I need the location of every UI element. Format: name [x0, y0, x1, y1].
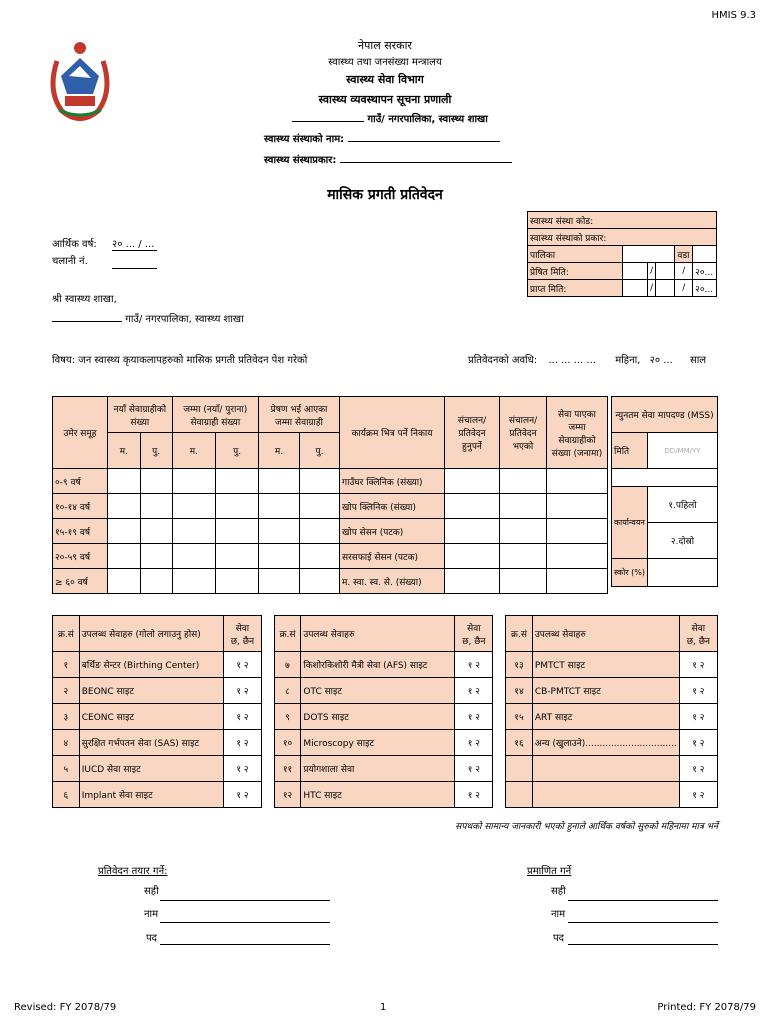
availability-choice[interactable]: १ २	[679, 704, 717, 730]
approved-by-label: प्रमाणित गर्ने	[527, 866, 572, 877]
data-cell[interactable]	[172, 569, 216, 594]
table-row	[53, 704, 718, 730]
data-cell[interactable]	[216, 494, 259, 519]
service-name: HTC साइट	[301, 782, 455, 808]
program-cell: खोप सेसन (पटक)	[340, 519, 445, 544]
sent-date-label: प्रेषित मिति:	[528, 263, 623, 280]
data-cell[interactable]	[140, 469, 172, 494]
services-table	[52, 615, 718, 808]
data-cell[interactable]	[547, 544, 608, 569]
data-cell[interactable]	[259, 494, 300, 519]
prepared-by-label: प्रतिवेदन तयार गर्ने:	[98, 866, 168, 877]
prepared-name-field[interactable]	[160, 922, 330, 923]
table-row	[53, 469, 608, 494]
data-cell[interactable]	[500, 544, 547, 569]
slash: /	[675, 263, 693, 280]
sign-label: सही	[551, 886, 566, 897]
sent-month[interactable]	[656, 263, 675, 280]
data-cell[interactable]	[172, 469, 216, 494]
facility-code-label: स्वास्थ्य संस्था कोड:	[528, 212, 717, 229]
service-number: ६	[53, 782, 80, 808]
service-number: २	[53, 678, 80, 704]
female-header: पु.	[299, 433, 339, 469]
post-label: पद	[146, 933, 157, 944]
slash: /	[648, 280, 656, 297]
service-name: Microscopy साइट	[301, 730, 455, 756]
header-line4: स्वास्थ्य व्यवस्थापन सूचना प्रणाली	[318, 93, 452, 106]
service-name	[532, 756, 679, 782]
service-number: १	[53, 652, 80, 678]
footer-printed: Printed: FY 2078/79	[657, 1002, 756, 1013]
program-cell: सरसफाई सेसन (पटक)	[340, 544, 445, 569]
service-name: किशोरकिशोरी मैत्री सेवा (AFS) साइट	[301, 652, 455, 678]
service-number: १५	[506, 704, 533, 730]
data-cell[interactable]	[299, 469, 339, 494]
data-cell[interactable]	[445, 544, 500, 569]
service-name: IUCD सेवा साइट	[79, 756, 223, 782]
services-footnote: सपथको सामान्य जानकारी भएको हुनाले आर्थिक वर्षको सुरुको महिनामा मात्र भर्ने	[455, 822, 718, 832]
data-cell[interactable]	[500, 469, 547, 494]
sn-header: क्र.सं	[274, 616, 301, 652]
data-cell[interactable]	[547, 519, 608, 544]
facility-type-field[interactable]	[340, 162, 512, 163]
data-cell[interactable]	[140, 544, 172, 569]
sn-header: क्र.सं	[506, 616, 533, 652]
availability-choice[interactable]: १ २	[679, 782, 717, 808]
sent-day[interactable]	[623, 263, 648, 280]
data-cell[interactable]	[108, 544, 141, 569]
post-label: पद	[553, 933, 564, 944]
slash: /	[648, 263, 656, 280]
service-number: ९	[274, 704, 301, 730]
service-number: १०	[274, 730, 301, 756]
availability-choice[interactable]: १ २	[223, 652, 261, 678]
availability-choice[interactable]: १ २	[455, 704, 493, 730]
availability-choice[interactable]: १ २	[223, 704, 261, 730]
data-cell[interactable]	[547, 494, 608, 519]
availability-choice[interactable]: १ २	[223, 678, 261, 704]
service-name: बर्थिङ सेन्टर (Birthing Center)	[79, 652, 223, 678]
data-cell[interactable]	[140, 569, 172, 594]
data-cell[interactable]	[547, 469, 608, 494]
male-header: म.	[108, 433, 141, 469]
data-cell[interactable]	[259, 469, 300, 494]
service-number: ३	[53, 704, 80, 730]
availability-header: सेवा छ, छैन	[455, 616, 493, 652]
data-cell[interactable]	[259, 569, 300, 594]
data-cell[interactable]	[108, 469, 141, 494]
referred-header: प्रेषण भई आएका जम्मा सेवाग्राही	[259, 397, 340, 433]
fy-value[interactable]: २० ... / ...	[112, 236, 157, 251]
data-cell[interactable]	[108, 494, 141, 519]
mss-implementation-label: कार्यान्वयन	[612, 487, 648, 559]
mss-table	[611, 396, 718, 587]
service-name: BEONC साइट	[79, 678, 223, 704]
sent-year[interactable]: २०...	[693, 263, 717, 280]
table-row	[53, 494, 608, 519]
data-cell[interactable]	[140, 519, 172, 544]
recv-year[interactable]: २०...	[693, 280, 717, 297]
services-header: उपलब्ध सेवाहरु	[301, 616, 455, 652]
service-name: CB-PMTCT साइट	[532, 678, 679, 704]
mss-second[interactable]: २.दोस्रो	[648, 523, 718, 559]
ward-field[interactable]	[693, 246, 717, 263]
service-name: DOTS साइट	[301, 704, 455, 730]
data-cell[interactable]	[547, 569, 608, 594]
table-row	[53, 519, 608, 544]
clients-table	[52, 396, 608, 594]
approved-post-field[interactable]	[568, 944, 718, 945]
availability-choice[interactable]: १ २	[455, 782, 493, 808]
service-number: ४	[53, 730, 80, 756]
header-line5: गाउँ/ नगरपालिका, स्वास्थ्य शाखा	[292, 111, 488, 125]
conducted-header: संचालन/ प्रतिवेदन हुनुपर्ने	[445, 397, 500, 469]
availability-choice[interactable]: १ २	[455, 652, 493, 678]
data-cell[interactable]	[299, 569, 339, 594]
prepared-sign-field[interactable]	[160, 900, 330, 901]
facility-name-field[interactable]	[348, 141, 500, 142]
header-line2: स्वास्थ्य तथा जनसंख्या मन्त्रालय	[328, 57, 442, 68]
table-row	[53, 782, 718, 808]
footer-revised: Revised: FY 2078/79	[14, 1002, 117, 1013]
palika-label: पालिका	[528, 246, 623, 263]
age-group-header: उमेर समूह	[53, 397, 108, 469]
total-clients-header: जम्मा (नयाँ/ पुराना) सेवाग्राही संख्या	[172, 397, 258, 433]
recv-date-label: प्राप्त मिति:	[528, 280, 623, 297]
availability-choice[interactable]: १ २	[679, 678, 717, 704]
form-code: HMIS 9.3	[711, 10, 756, 21]
name-label: नाम	[144, 909, 159, 920]
male-header: म.	[259, 433, 300, 469]
data-cell[interactable]	[299, 544, 339, 569]
data-cell[interactable]	[500, 519, 547, 544]
availability-header: सेवा छ, छैन	[223, 616, 261, 652]
data-cell[interactable]	[216, 519, 259, 544]
facility-type-box-label: स्वास्थ्य संस्थाको प्रकार:	[528, 229, 717, 246]
dispatch-field[interactable]	[112, 268, 157, 269]
page-title: मासिक प्रगती प्रतिवेदन	[327, 187, 443, 203]
service-name: अन्य (खुलाउने)................................	[532, 730, 679, 756]
population-header: सेवा पाएका जम्मा सेवाग्राहीको संख्या (जनामा)	[547, 397, 608, 469]
service-number	[506, 782, 533, 808]
service-name: OTC साइट	[301, 678, 455, 704]
availability-choice[interactable]: १ २	[455, 678, 493, 704]
service-name	[532, 782, 679, 808]
data-cell[interactable]	[445, 569, 500, 594]
service-number: १४	[506, 678, 533, 704]
age-cell: २०-५९ वर्ष	[53, 544, 108, 569]
availability-choice[interactable]: १ २	[679, 652, 717, 678]
service-number: १३	[506, 652, 533, 678]
prepared-post-field[interactable]	[160, 944, 330, 945]
program-cell: खोप क्लिनिक (संख्या)	[340, 494, 445, 519]
service-number: ५	[53, 756, 80, 782]
dispatch-label: चलानी नं.	[52, 256, 88, 267]
age-cell: ०-९ वर्ष	[53, 469, 108, 494]
availability-choice[interactable]: १ २	[455, 730, 493, 756]
name-label: नाम	[551, 909, 566, 920]
sign-label: सही	[144, 886, 159, 897]
data-cell[interactable]	[445, 469, 500, 494]
report-period: प्रतिवेदनको अवधि: ... ... ... ... महिना, २० ... साल	[468, 355, 707, 366]
service-name: सुरक्षित गर्भपतन सेवा (SAS) साइट	[79, 730, 223, 756]
data-cell[interactable]	[445, 519, 500, 544]
approved-sign-field[interactable]	[568, 900, 718, 901]
age-cell: ≥ ६० वर्ष	[53, 569, 108, 594]
data-cell[interactable]	[108, 519, 141, 544]
new-clients-header: नयाँ सेवाग्राहीको संख्या	[108, 397, 173, 433]
sn-header: क्र.सं	[53, 616, 80, 652]
service-name: CEONC साइट	[79, 704, 223, 730]
mss-score-label: स्कोर (%)	[612, 559, 648, 587]
availability-choice[interactable]: १ २	[679, 730, 717, 756]
fy-label: आर्थिक वर्ष:	[52, 239, 97, 250]
service-number: ७	[274, 652, 301, 678]
female-header: पु.	[216, 433, 259, 469]
availability-choice[interactable]: १ २	[223, 782, 261, 808]
table-row	[53, 544, 608, 569]
data-cell[interactable]	[259, 519, 300, 544]
recv-day[interactable]	[623, 280, 648, 297]
services-header: उपलब्ध सेवाहरु (गोलो लगाउनु होस)	[79, 616, 223, 652]
data-cell[interactable]	[172, 494, 216, 519]
addressee: श्री स्वास्थ्य शाखा,	[52, 294, 117, 305]
info-box	[527, 211, 717, 297]
ward-label: वडा	[675, 246, 693, 263]
program-cell: म. स्वा. स्व. से. (संख्या)	[340, 569, 445, 594]
header-line1: नेपाल सरकार	[358, 39, 412, 52]
subject: विषय: जन स्वास्थ्य कृयाकलापहरुको मासिक प्रगती प्रतिवेदन पेश गरेको	[52, 355, 308, 366]
service-name: प्रयोगशाला सेवा	[301, 756, 455, 782]
service-name: ART साइट	[532, 704, 679, 730]
data-cell[interactable]	[299, 494, 339, 519]
service-name: PMTCT साइट	[532, 652, 679, 678]
availability-choice[interactable]: १ २	[455, 756, 493, 782]
data-cell[interactable]	[259, 544, 300, 569]
facility-type-row: स्वास्थ्य संस्थाप्रकार:	[264, 152, 512, 166]
data-cell[interactable]	[299, 519, 339, 544]
data-cell[interactable]	[140, 494, 172, 519]
mss-score-field[interactable]	[648, 559, 718, 587]
data-cell[interactable]	[445, 494, 500, 519]
service-name: Implant सेवा साइट	[79, 782, 223, 808]
table-row	[53, 652, 718, 678]
program-header: कार्यक्रम भित्र पर्ने निकाय	[340, 397, 445, 469]
program-cell: गाउँघर क्लिनिक (संख्या)	[340, 469, 445, 494]
age-cell: १०-१४ वर्ष	[53, 494, 108, 519]
mss-title: न्युनतम सेवा मापदण्ड (MSS)	[612, 397, 718, 433]
slash: /	[675, 280, 693, 297]
data-cell[interactable]	[500, 494, 547, 519]
table-row	[53, 756, 718, 782]
mss-date-field[interactable]: DD/MM/YY	[648, 433, 718, 469]
service-number	[506, 756, 533, 782]
data-cell[interactable]	[216, 544, 259, 569]
availability-choice[interactable]: १ २	[223, 730, 261, 756]
service-number: १६	[506, 730, 533, 756]
service-number: ११	[274, 756, 301, 782]
female-header: पु.	[140, 433, 172, 469]
data-cell[interactable]	[216, 469, 259, 494]
service-number: ८	[274, 678, 301, 704]
data-cell[interactable]	[500, 569, 547, 594]
footer-page: 1	[380, 1002, 387, 1013]
facility-name-row: स्वास्थ्य संस्थाको नाम:	[264, 131, 500, 145]
data-cell[interactable]	[172, 544, 216, 569]
data-cell[interactable]	[108, 569, 141, 594]
availability-header: सेवा छ, छैन	[679, 616, 717, 652]
male-header: म.	[172, 433, 216, 469]
services-header: उपलब्ध सेवाहरु	[532, 616, 679, 652]
service-number: १२	[274, 782, 301, 808]
table-row	[53, 678, 718, 704]
reported-header: संचालन/ प्रतिवेदन भएको	[500, 397, 547, 469]
recv-month[interactable]	[656, 280, 675, 297]
mss-first[interactable]: १.पहिलो	[648, 487, 718, 523]
data-cell[interactable]	[172, 519, 216, 544]
availability-choice[interactable]: १ २	[223, 756, 261, 782]
addressee2-row: गाउँ/ नगरपालिका, स्वास्थ्य शाखा	[52, 311, 244, 325]
header-line3: स्वास्थ्य सेवा विभाग	[346, 73, 424, 86]
data-cell[interactable]	[216, 569, 259, 594]
palika-field[interactable]	[623, 246, 675, 263]
age-cell: १५-१९ वर्ष	[53, 519, 108, 544]
availability-choice[interactable]: १ २	[679, 756, 717, 782]
mss-date-label: मिति	[612, 433, 648, 469]
table-row	[53, 569, 608, 594]
table-row	[53, 730, 718, 756]
emblem-icon	[47, 36, 113, 124]
approved-name-field[interactable]	[568, 922, 718, 923]
